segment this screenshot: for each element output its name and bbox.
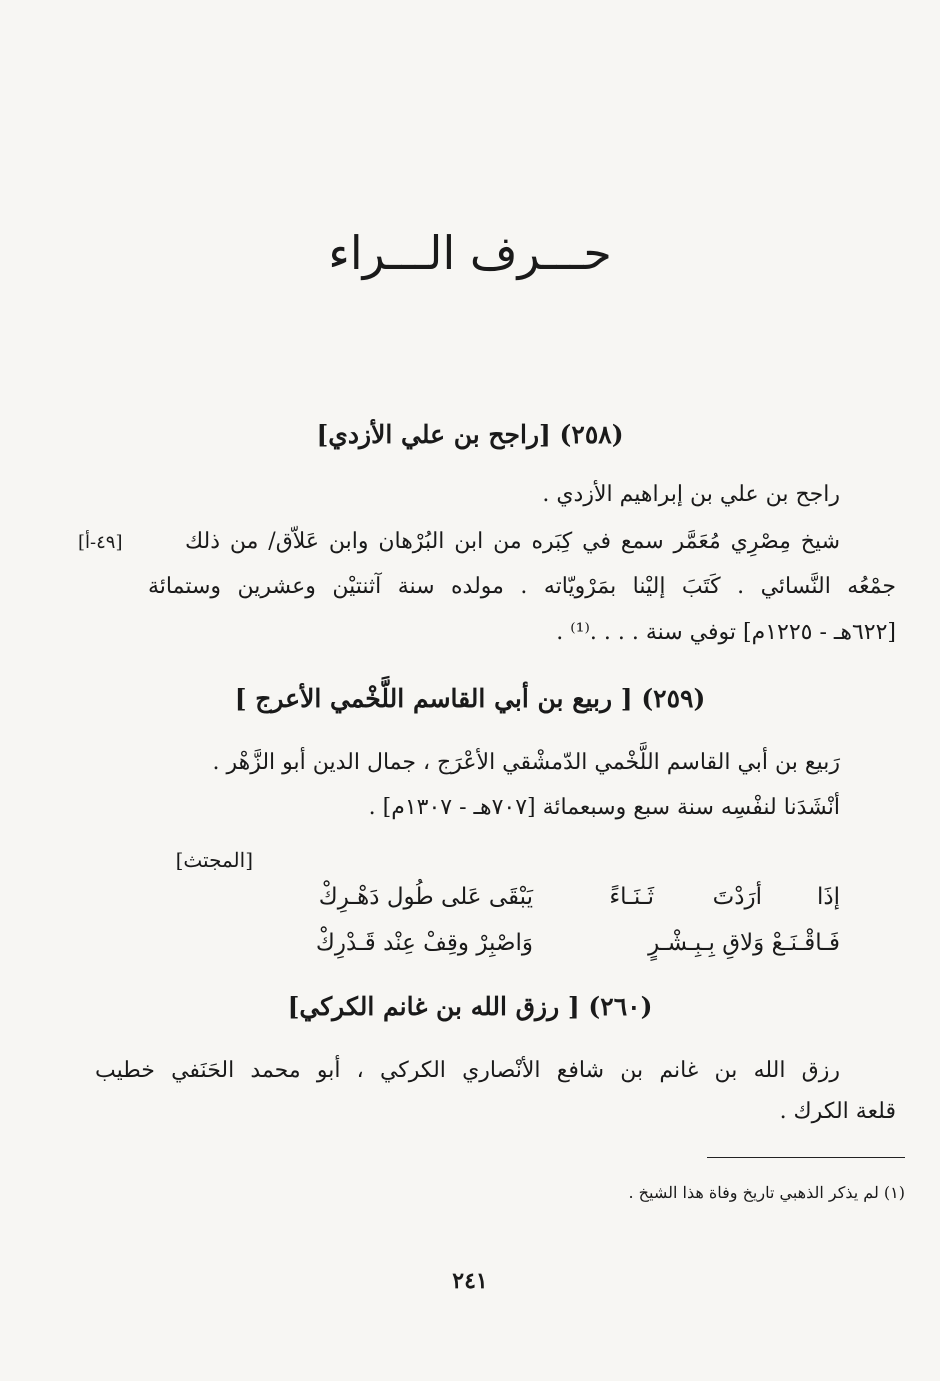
entry-text-line: رزق الله بن غانم بن شافع الأنْصاري الكركي ، أبو محمد الحَنَفي خطيب: [95, 1058, 840, 1083]
footnote-divider: [707, 1157, 905, 1158]
entry-title: (٢٥٩) [ ربيع بن أبي القاسم اللَّخْمي الأعرج ]: [234, 684, 706, 713]
margin-folio-note: [٤٩-أ]: [78, 532, 123, 553]
entry-text-line: رَبيع بن أبي القاسم اللَّخْمي الدّمشْقي الأعْرَج ، جمال الدين أبو الزَّهْر .: [212, 750, 840, 775]
verse-hemistich: يَبْقَى عَلى طُول دَهْـرِكْ: [318, 884, 533, 910]
entry-text-line: أنْشَدَنا لنفْسِه سنة سبع وسبعمائة [٧٠٧هـ - ١٣٠٧م] .: [368, 795, 840, 820]
page-number: ٢٤١: [452, 1268, 488, 1294]
entry-text-line: جمْعُه النَّسائي . كَتَبَ إليْنا بمَرْويّاته . مولده سنة آثنتيْن وعشرين وستمائة: [148, 574, 896, 599]
verse-hemistich: فَـاقْـنَـعْ وَلاقِ بِـبِـشْـرٍ: [648, 930, 840, 956]
entry-text-line: [٦٢٢هـ - ١٢٢٥م] توفي سنة . . . .⁽¹⁾ .: [556, 620, 896, 645]
footnote: (١) لم يذكر الذهبي تاريخ وفاة هذا الشيخ .: [628, 1183, 905, 1202]
entry-text-line: شيخ مِصْرِي مُعَمَّر سمع في كِبَره من ابن البُرْهان وابن عَلاّق/ من ذلك: [185, 529, 840, 554]
verse-word: أرَدْتَ: [712, 884, 762, 910]
entry-title: (٢٦٠) [ رزق الله بن غانم الكركي]: [287, 992, 653, 1021]
entry-text-line: راجح بن علي بن إبراهيم الأزدي .: [542, 482, 840, 507]
verse-word: ثَـنَـاءً: [609, 884, 654, 910]
verse-word: إذَا: [816, 884, 840, 910]
chapter-heading: حـــرف الـــراء: [328, 226, 612, 280]
poetic-meter-label: [المجتث]: [175, 848, 253, 872]
verse-hemistich: وَاصْبِرْ وقِفْ عِنْد قَـدْرِكْ: [315, 930, 533, 956]
entry-title: (٢٥٨) [راجح بن علي الأزدي]: [316, 420, 624, 449]
entry-text-line: قلعة الكرك .: [779, 1099, 896, 1124]
